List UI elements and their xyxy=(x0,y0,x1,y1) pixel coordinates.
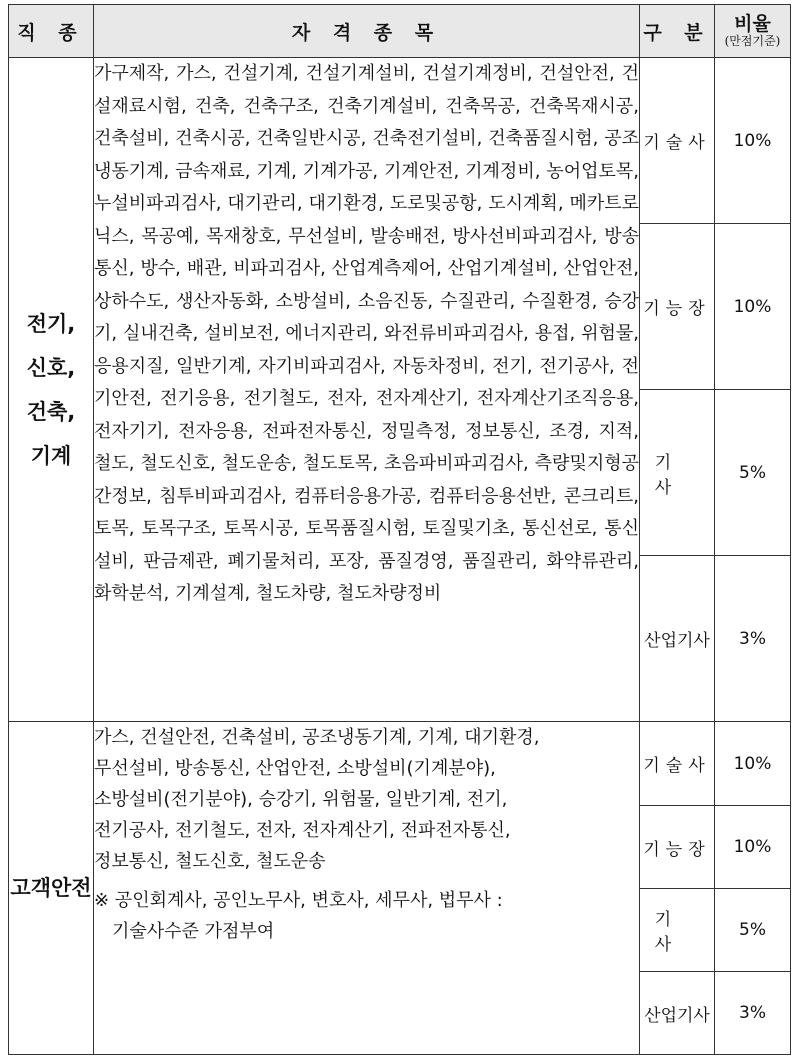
field-line: 기계 xyxy=(30,443,72,468)
qualification-bonus-table xyxy=(8,4,791,1055)
header-ratio xyxy=(715,5,791,58)
ratio-cell: 3% xyxy=(715,556,791,722)
ratio-cell: 10% xyxy=(715,722,791,806)
grade-cell: 기술사 xyxy=(640,722,715,806)
items-line: 가스, 건설안전, 건축설비, 공조냉동기계, 기계, 대기환경, xyxy=(94,727,540,748)
grade-cell: 산업기사 xyxy=(640,972,715,1055)
items-cell: 가구제작, 가스, 건설기계, 건설기계설비, 건설기계정비, 건설안전, 건설재료시험, 건축, 건축구조, 건축기계설비, 건축목공, 건축목재시공, 건축설비, 건축시공, 건축일반시공, 건축전기설비, 건축품질시험, 공조냉동기계, 금속재료, 기계, 기계가공, 기계안전, 기계정비, 농어업토목, 누설비파괴검사, 대기관리, 대기환경, 도로및공항, 도시계획, 메카트로닉스, 목공예, 목재창호, 무선설비, 발송배전, 방사선비파괴검사, 방송통신, 방수, 배관, 비파괴검사, 산업계측제어, 산업기계설비, 산업안전, 상하수도, 생산자동화, 소방설비, 소음진동, 수질관리, 수질환경, 승강기, 실내건축, 설비보전, 에너지관리, 와전류비파괴검사, 용접, 위험물, 응용지질, 일반기계, 자기비파괴검사, 자동차정비, 전기, 전기공사, 전기안전, 전기응용, 전기철도, 전자, 전자계산기, 전자계산기조직응용, 전자기기, 전자응용, 전파전자통신, 정밀측정, 정보통신, 조경, 지적, 철도, 철도신호, 철도운송, 철도토목, 초음파비파괴검사, 측량및지형공간정보, 침투비파괴검사, 컴퓨터응용가공, 컴퓨터응용선반, 콘크리트, 토목, 토목구조, 토목시공, 토목품질시험, 토질및기초, 통신선로, 통신설비, 판금제관, 폐기물처리, 포장, 품질경영, 품질관리, 화약류관리, 화학분석, 기계설계, 철도차량, 철도차량정비 xyxy=(94,58,640,722)
header-ratio-label: 비율 xyxy=(734,12,771,35)
note-line: 기술사수준 가점부여 xyxy=(112,921,275,942)
ratio-cell: 5% xyxy=(715,390,791,556)
items-line: 무선설비, 방송통신, 산업안전, 소방설비(기계분야), xyxy=(94,758,496,779)
field-line: 신호, xyxy=(26,355,76,380)
header-row xyxy=(9,5,791,58)
grade-cell: 기술사 xyxy=(640,58,715,224)
header-grade: 구 분 xyxy=(640,5,715,58)
grade-cell: 기사 xyxy=(640,390,715,556)
note xyxy=(94,885,639,947)
ratio-cell: 10% xyxy=(715,806,791,889)
header-ratio-sub: (만점기준) xyxy=(724,33,781,48)
field-line: 건축, xyxy=(26,399,76,424)
ratio-cell: 10% xyxy=(715,224,791,390)
note-line: ※ 공인회계사, 공인노무사, 변호사, 세무사, 법무사 : xyxy=(94,890,503,911)
ratio-cell: 3% xyxy=(715,972,791,1055)
ratio-cell: 10% xyxy=(715,58,791,224)
field-cell: 고객안전 xyxy=(9,722,94,1055)
items-line: 소방설비(전기분야), 승강기, 위험물, 일반기계, 전기, xyxy=(94,789,508,810)
items-cell xyxy=(94,722,640,1055)
ratio-cell: 5% xyxy=(715,889,791,972)
table-row xyxy=(9,58,791,224)
header-items: 자 격 종 목 xyxy=(94,5,640,58)
grade-cell: 기사 xyxy=(640,889,715,972)
grade-cell: 산업기사 xyxy=(640,556,715,722)
items-line: 정보통신, 철도신호, 철도운송 xyxy=(94,851,326,872)
field-cell xyxy=(9,58,94,722)
grade-cell: 기능장 xyxy=(640,806,715,889)
grade-cell: 기능장 xyxy=(640,224,715,390)
table-row xyxy=(9,722,791,806)
field-line: 전기, xyxy=(26,311,76,336)
header-field: 직 종 xyxy=(9,5,94,58)
items-line: 전기공사, 전기철도, 전자, 전자계산기, 전파전자통신, xyxy=(94,820,511,841)
